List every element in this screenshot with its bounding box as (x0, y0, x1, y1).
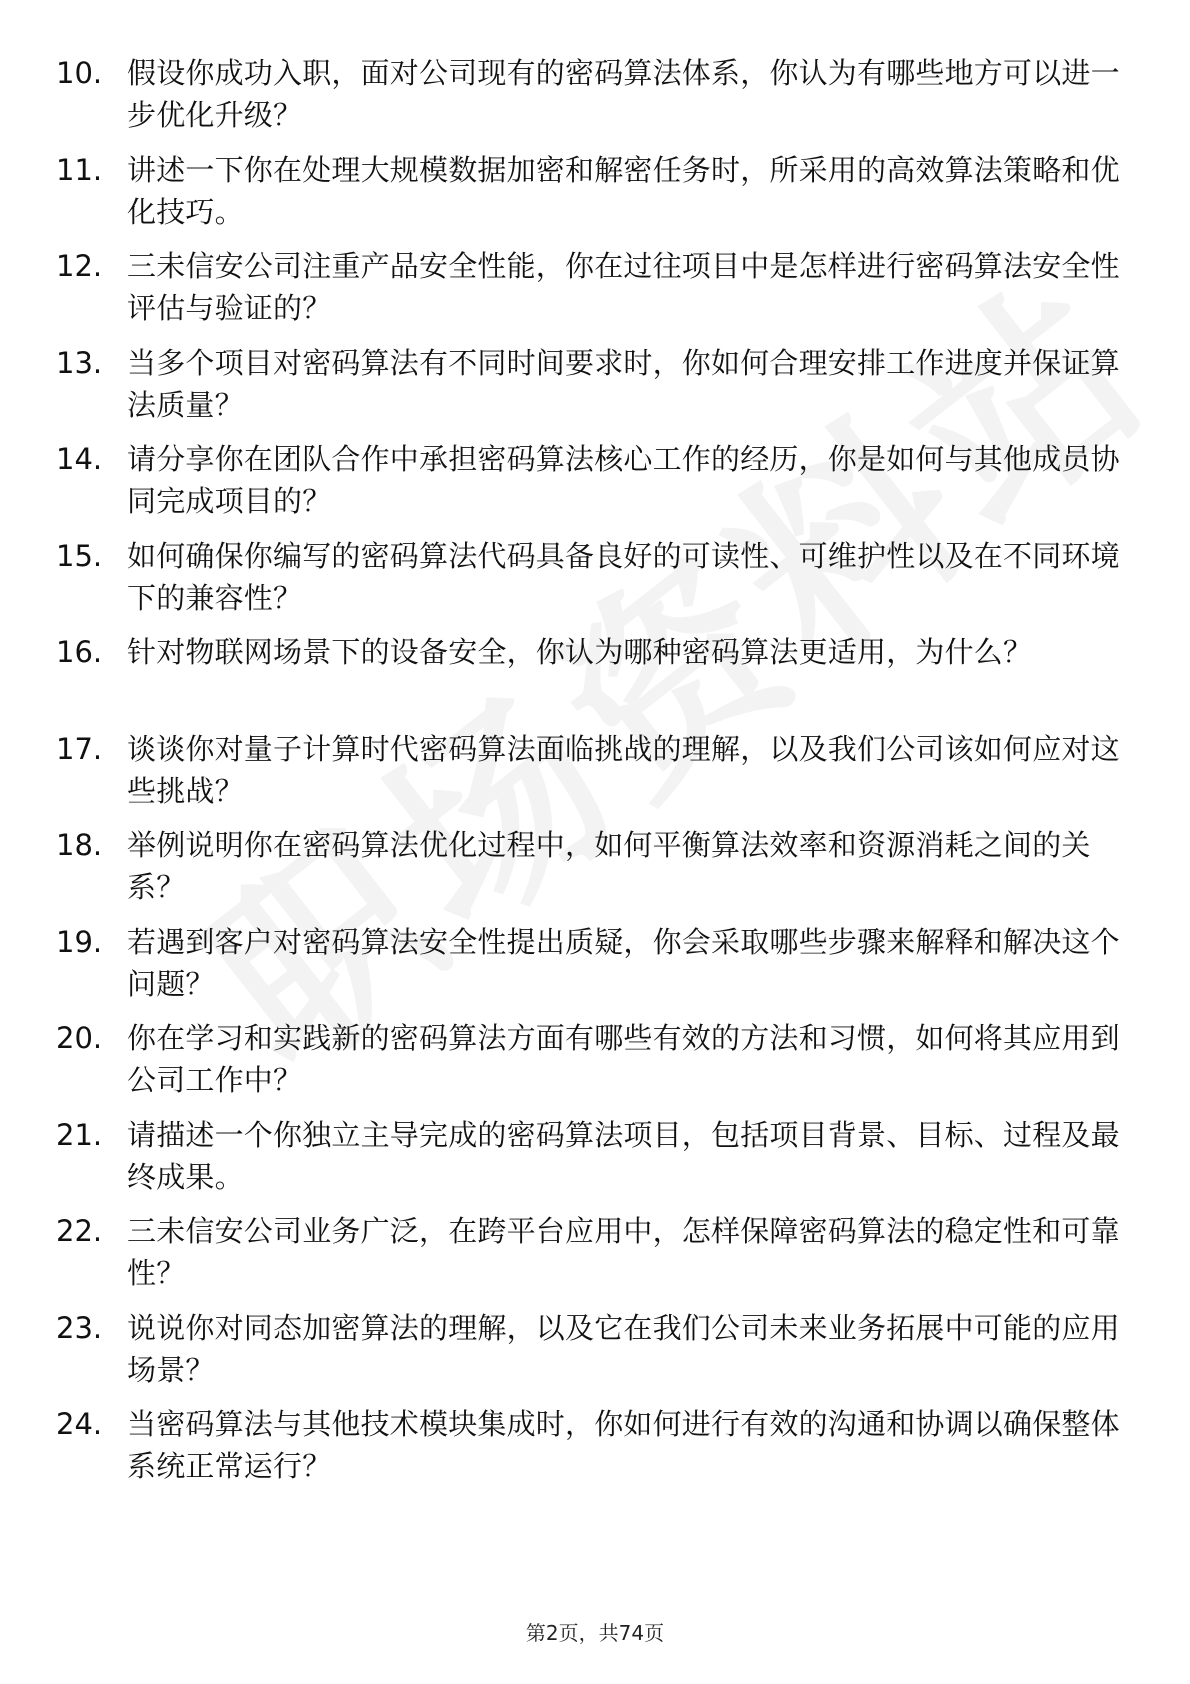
question-number: 14. (56, 442, 103, 476)
question-item (0, 1210, 1190, 1307)
question-item (0, 342, 1190, 439)
question-number: 21. (56, 1117, 103, 1152)
question-text: 谈谈你对量子计算时代密码算法面临挑战的理解，以及我们公司该如何应对这些挑战？ (127, 731, 1120, 808)
question-text: 当多个项目对密码算法有不同时间要求时，你如何合理安排工作进度并保证算法质量？ (127, 345, 1120, 422)
question-number: 22. (56, 1214, 103, 1248)
question-text: 讲述一下你在处理大规模数据加密和解密任务时，所采用的高效算法策略和优化技巧。 (127, 152, 1120, 229)
question-text: 针对物联网场景下的设备安全，你认为哪种密码算法更适用，为什么？ (127, 635, 1033, 669)
question-list (0, 52, 1190, 1500)
question-text: 说说你对同态加密算法的理解，以及它在我们公司未来业务拓展中可能的应用场景？ (127, 1310, 1120, 1387)
question-text: 举例说明你在密码算法优化过程中，如何平衡算法效率和资源消耗之间的关系？ (127, 828, 1091, 904)
question-item (0, 149, 1190, 246)
question-item (0, 1307, 1190, 1404)
question-item (0, 52, 1190, 149)
question-text: 三未信安公司注重产品安全性能，你在过往项目中是怎样进行密码算法安全性评估与验证的？ (127, 249, 1120, 325)
question-text: 你在学习和实践新的密码算法方面有哪些有效的方法和习惯，如何将其应用到公司工作中？ (127, 1021, 1120, 1097)
question-number: 18. (56, 828, 103, 862)
question-number: 17. (56, 731, 103, 766)
question-number: 15. (56, 538, 103, 573)
question-item (0, 728, 1190, 825)
question-item (0, 1017, 1190, 1114)
question-item (0, 1114, 1190, 1211)
question-item (0, 1403, 1190, 1500)
question-number: 24. (56, 1407, 103, 1441)
question-text: 当密码算法与其他技术模块集成时，你如何进行有效的沟通和协调以确保整体系统正常运行？ (127, 1407, 1120, 1483)
question-item (0, 824, 1190, 921)
question-number: 23. (56, 1310, 103, 1345)
question-text: 请描述一个你独立主导完成的密码算法项目，包括项目背景、目标、过程及最终成果。 (127, 1117, 1120, 1194)
question-text: 若遇到客户对密码算法安全性提出质疑，你会采取哪些步骤来解释和解决这个问题？ (127, 924, 1120, 1001)
question-number: 19. (56, 924, 103, 959)
question-item (0, 921, 1190, 1018)
question-text: 请分享你在团队合作中承担密码算法核心工作的经历，你是如何与其他成员协同完成项目的？ (127, 442, 1120, 518)
question-item (0, 438, 1190, 535)
question-item (0, 631, 1190, 728)
question-text: 三未信安公司业务广泛，在跨平台应用中，怎样保障密码算法的稳定性和可靠性？ (127, 1214, 1120, 1290)
question-text: 如何确保你编写的密码算法代码具备良好的可读性、可维护性以及在不同环境下的兼容性？ (127, 538, 1120, 615)
question-text: 假设你成功入职，面对公司现有的密码算法体系，你认为有哪些地方可以进一步优化升级？ (127, 56, 1120, 132)
question-number: 16. (56, 635, 103, 669)
question-number: 12. (56, 249, 103, 283)
question-number: 11. (56, 152, 103, 187)
question-number: 20. (56, 1021, 103, 1055)
question-item (0, 535, 1190, 632)
page-footer: 第2页，共74页 (525, 1621, 665, 1645)
question-number: 13. (56, 345, 103, 380)
question-item (0, 245, 1190, 342)
question-number: 10. (56, 56, 103, 90)
